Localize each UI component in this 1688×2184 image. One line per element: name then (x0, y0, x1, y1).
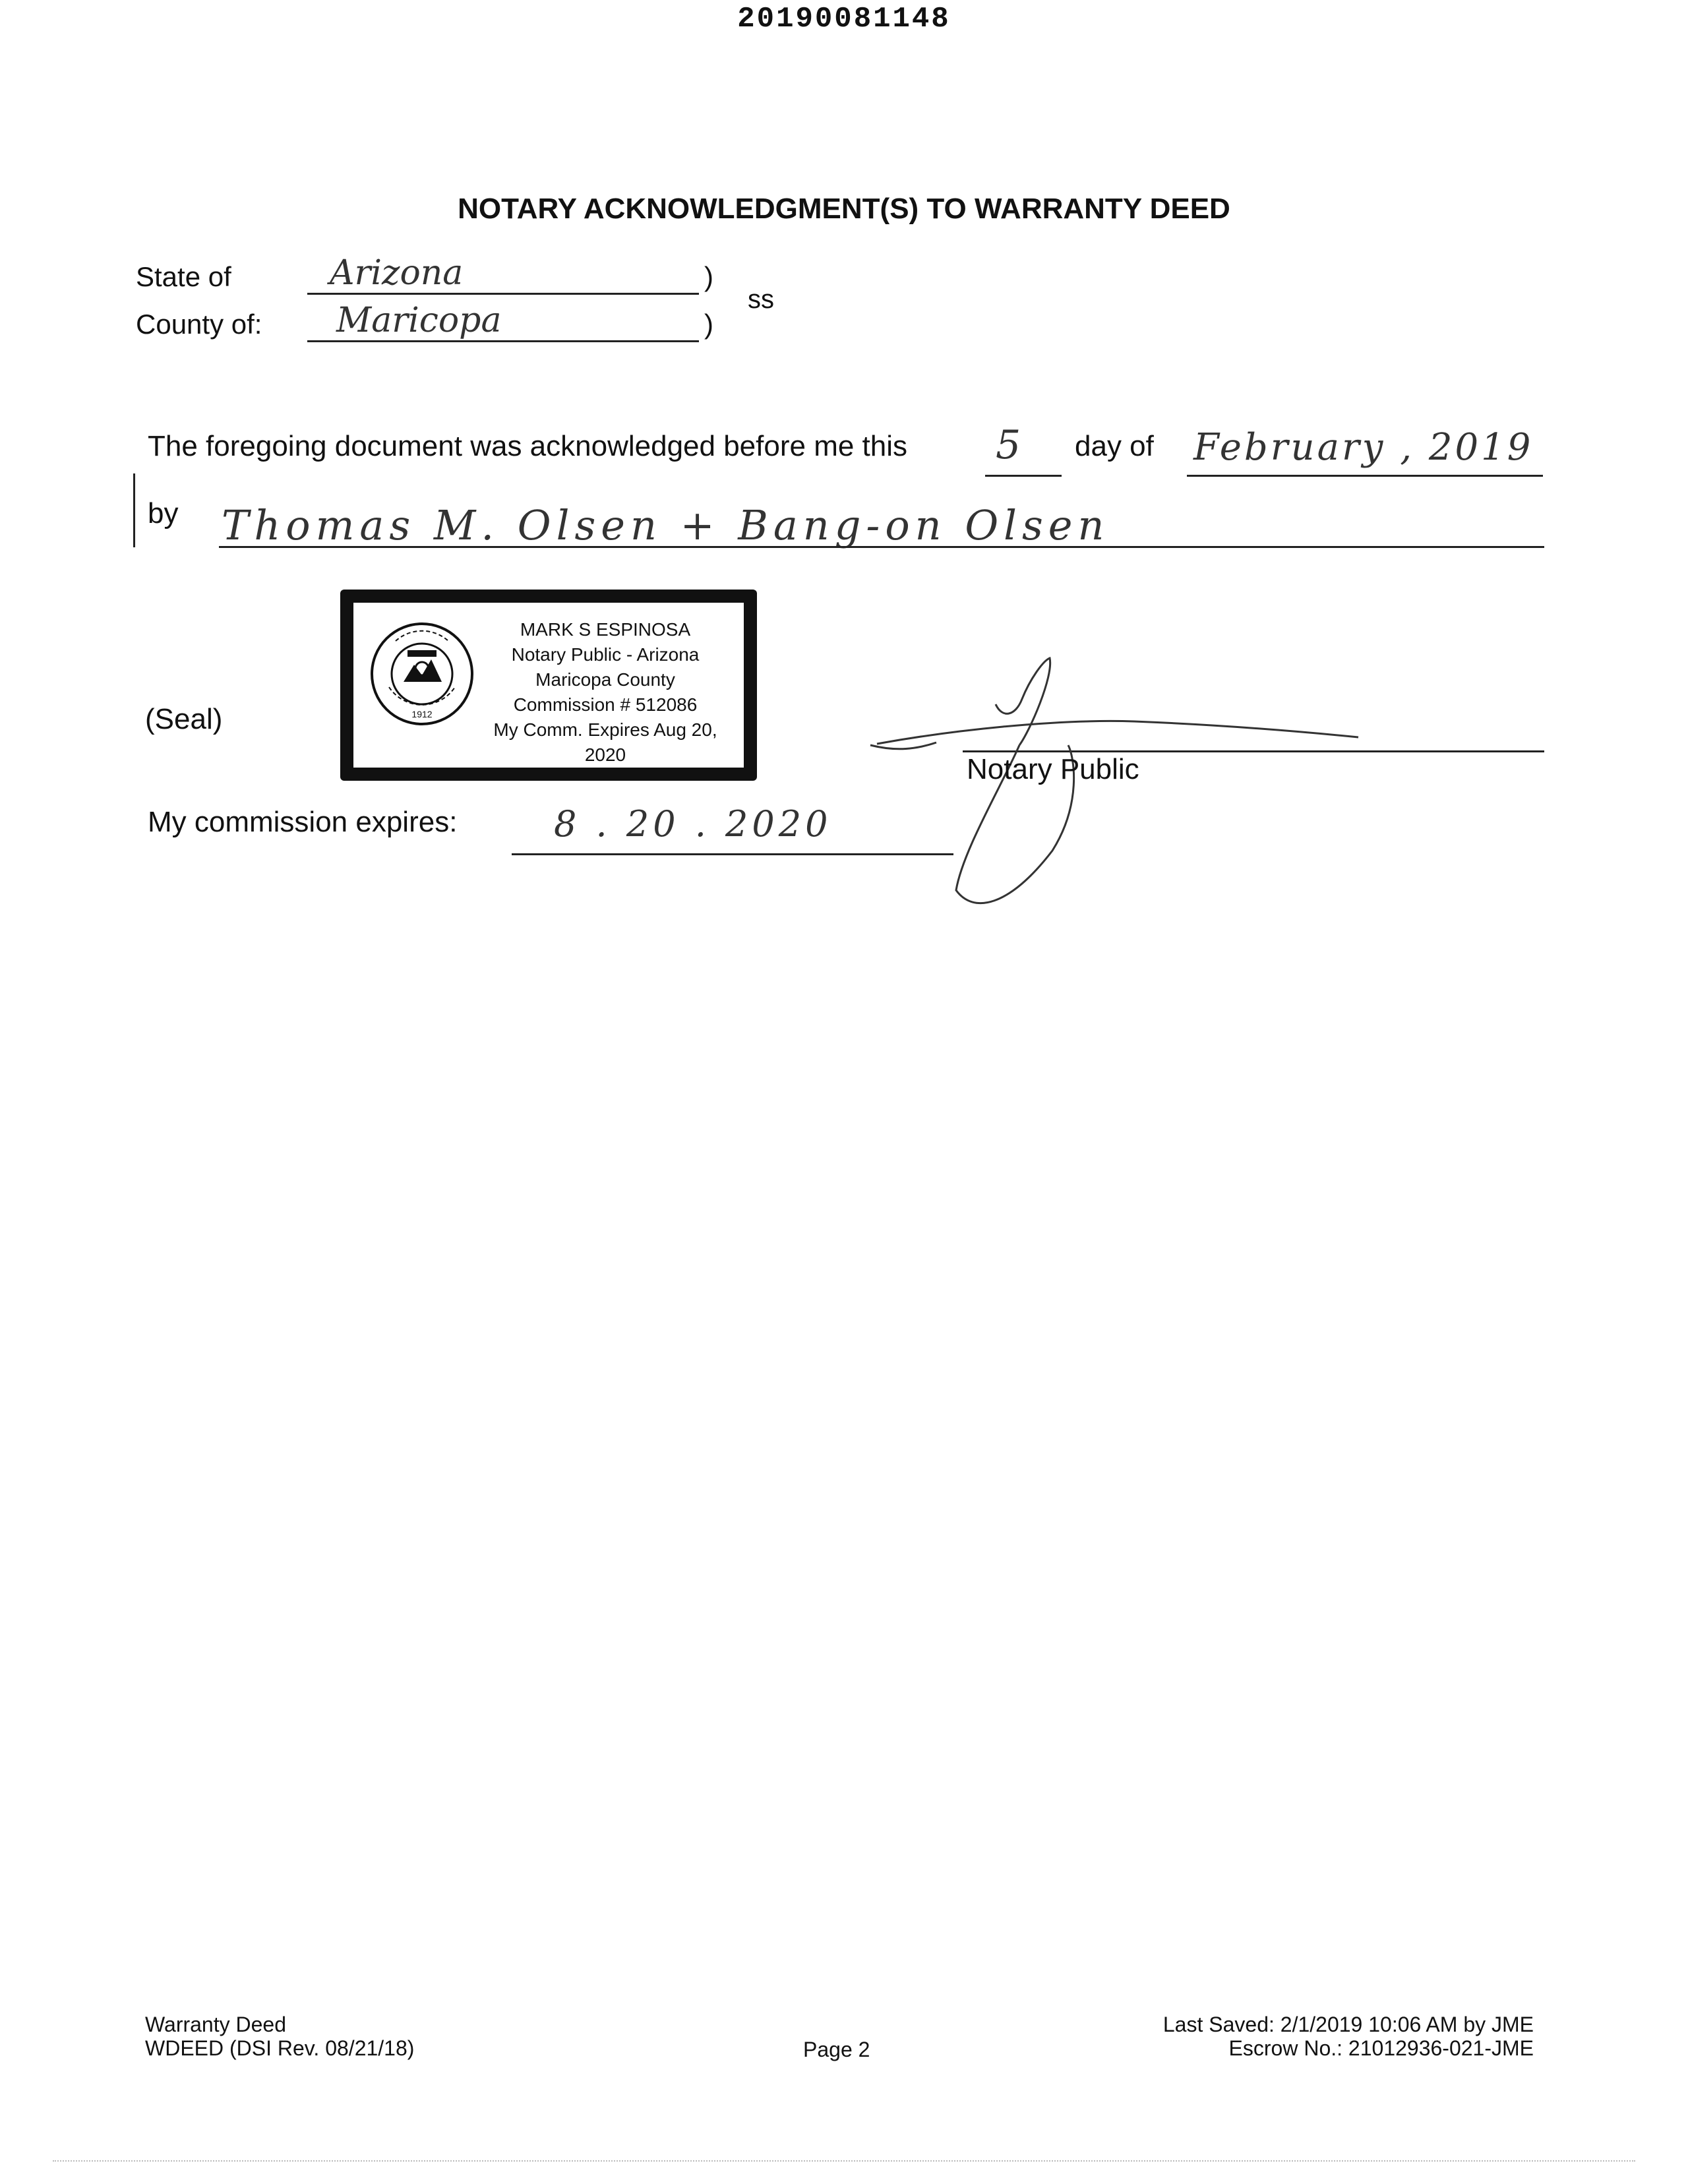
county-underline (307, 340, 699, 342)
stamp-notary-name: MARK S ESPINOSA (520, 619, 691, 640)
county-paren: ) (704, 309, 713, 340)
footer-right-line1: Last Saved: 2/1/2019 10:06 AM by JME (1162, 2013, 1534, 2036)
state-underline (307, 293, 699, 295)
document-title: NOTARY ACKNOWLEDGMENT(S) TO WARRANTY DEED (458, 193, 1230, 225)
arizona-seal-emblem (369, 621, 475, 727)
by-underline (219, 546, 1544, 548)
stamp-title: Notary Public - Arizona (511, 644, 700, 665)
month-year-value: February , 2019 (1193, 426, 1534, 469)
state-paren: ) (704, 261, 713, 292)
recording-number: 20190081148 (737, 3, 951, 36)
notary-stamp (340, 590, 757, 781)
day-underline (985, 475, 1062, 477)
emblem-year: 1912 (411, 709, 433, 719)
county-value: Maricopa (336, 301, 502, 340)
scan-edge (53, 2160, 1635, 2162)
by-value: Thomas M. Olsen + Bang-on Olsen (222, 501, 1110, 549)
by-label: by (148, 497, 179, 530)
stamp-inner (353, 603, 744, 768)
acknowledgment-text: The foregoing document was acknowledged before me this (148, 430, 908, 462)
state-label: State of (136, 261, 231, 292)
margin-mark (133, 473, 135, 547)
stamp-commission: Commission # 512086 (513, 694, 698, 715)
footer-right-line2: Escrow No.: 21012936-021-JME (1228, 2036, 1534, 2060)
seal-label: (Seal) (145, 703, 223, 735)
stamp-expiration: My Comm. Expires Aug 20, 2020 (493, 719, 717, 765)
state-value: Arizona (330, 253, 464, 293)
day-value: 5 (996, 422, 1021, 468)
county-label: County of: (136, 309, 262, 340)
footer-left-line1: Warranty Deed (145, 2013, 286, 2036)
ss-label: ss (748, 285, 774, 314)
notary-public-label: Notary Public (967, 753, 1139, 785)
commission-expires-value: 8 . 20 . 2020 (554, 803, 832, 845)
day-of-label: day of (1075, 430, 1154, 462)
month-year-underline (1187, 475, 1543, 477)
footer-left-line2: WDEED (DSI Rev. 08/21/18) (145, 2036, 415, 2060)
commission-underline (512, 853, 953, 855)
commission-expires-label: My commission expires: (148, 806, 458, 838)
stamp-county: Maricopa County (535, 669, 675, 690)
footer-page-number: Page 2 (803, 2038, 870, 2061)
